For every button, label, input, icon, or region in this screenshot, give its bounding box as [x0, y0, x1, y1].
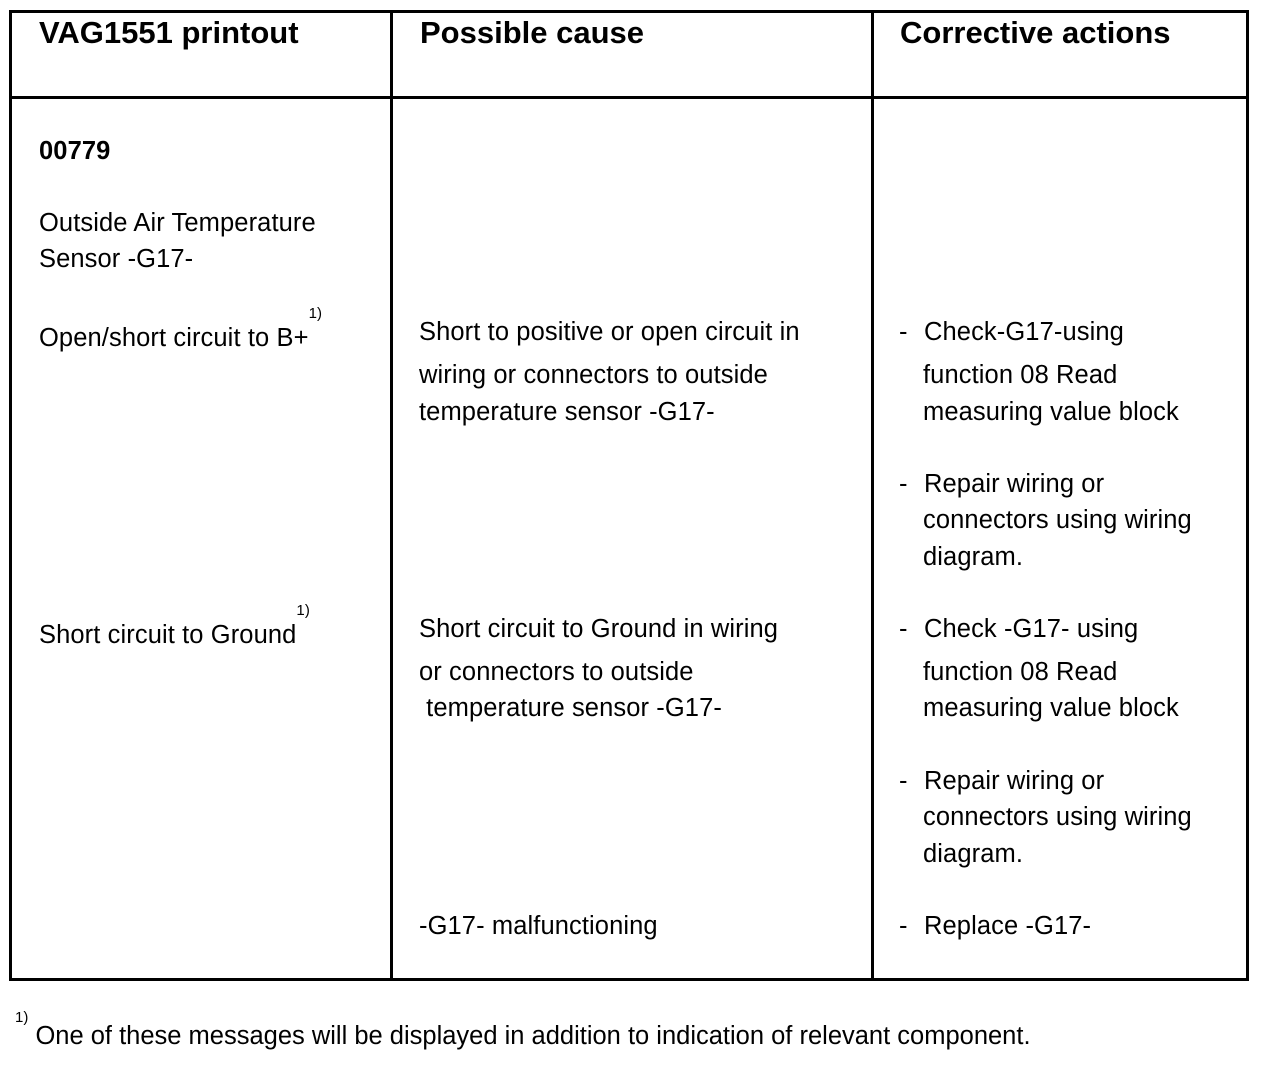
footnote-text: One of these messages will be displayed in addition to indication of relevant component.: [35, 1022, 1031, 1050]
footnote-marker: 1): [15, 1009, 29, 1026]
header-cause: Possible cause: [420, 15, 645, 50]
header-printout: VAG1551 printout: [39, 15, 299, 50]
cause-1-line3: temperature sensor -G17-: [419, 398, 715, 426]
action-3a-line1: Replace -G17-: [924, 912, 1092, 940]
fault-type-short-ground: [39, 602, 310, 653]
footnote-ref: 1): [296, 602, 310, 619]
cause-1-line1: Short to positive or open circuit in: [419, 318, 800, 346]
footnote-ref: 1): [308, 305, 323, 322]
action-2b-line2: connectors using wiring: [923, 803, 1192, 831]
action-dash: -: [899, 912, 908, 940]
header-divider: [12, 96, 1246, 99]
cause-2-line3: temperature sensor -G17-: [419, 694, 722, 722]
cause-2-line1: Short circuit to Ground in wiring: [419, 615, 779, 643]
action-2b-line1: Repair wiring or: [924, 767, 1105, 795]
action-2a-line1: Check -G17- using: [924, 615, 1139, 643]
fault-type-open-short: [39, 305, 323, 356]
action-dash: -: [899, 318, 908, 346]
cause-2-line2: or connectors to outside: [419, 658, 694, 686]
fault-code: 00779: [39, 137, 111, 165]
column-divider-1: [390, 13, 393, 978]
component-name-line2: Sensor -G17-: [39, 245, 194, 273]
column-divider-2: [871, 13, 874, 978]
header-actions: Corrective actions: [900, 15, 1171, 50]
component-name-line1: Outside Air Temperature: [39, 209, 316, 237]
action-2a-line3: measuring value block: [923, 694, 1179, 722]
action-dash: -: [899, 767, 908, 795]
action-2a-line2: function 08 Read: [923, 658, 1118, 686]
action-1b-line3: diagram.: [923, 543, 1024, 571]
fault-type-open-short-label: Open/short circuit to B+: [39, 324, 309, 352]
action-1b-line1: Repair wiring or: [924, 470, 1105, 498]
action-1a-line1: Check-G17-using: [924, 318, 1124, 346]
fault-type-short-ground-label: Short circuit to Ground: [39, 621, 297, 649]
action-dash: -: [899, 615, 908, 643]
footnote: [15, 1009, 1031, 1051]
action-1a-line2: function 08 Read: [923, 361, 1118, 389]
action-dash: -: [899, 470, 908, 498]
cause-1-line2: wiring or connectors to outside: [419, 361, 768, 389]
action-2b-line3: diagram.: [923, 840, 1024, 868]
action-1a-line3: measuring value block: [923, 398, 1179, 426]
action-1b-line2: connectors using wiring: [923, 506, 1192, 534]
cause-3-line1: -G17- malfunctioning: [419, 912, 658, 940]
